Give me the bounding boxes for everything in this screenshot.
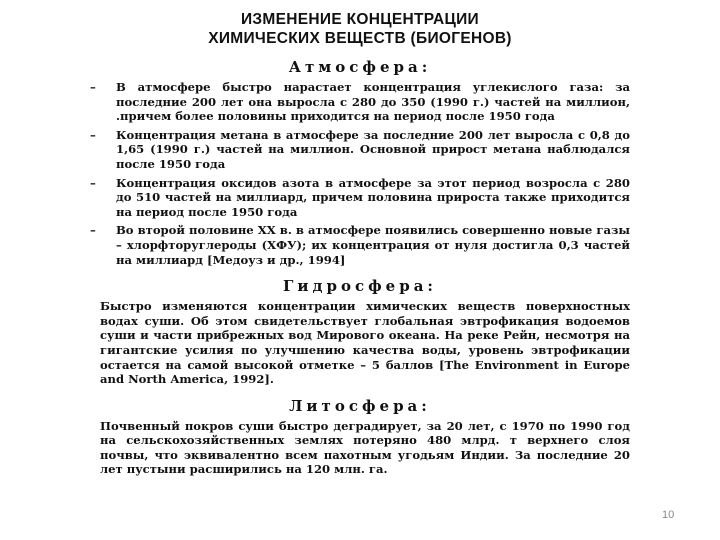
- dash-bullet: –: [90, 223, 96, 238]
- list-item: [90, 128, 630, 172]
- page-title: [90, 10, 630, 48]
- title-line-2: ХИМИЧЕСКИХ ВЕЩЕСТВ (БИОГЕНОВ): [208, 30, 512, 47]
- document-page: [90, 6, 630, 536]
- list-item: [90, 223, 630, 267]
- list-item-text: Концентрация оксидов азота в атмосфере за этот период возросла с 280 до 510 частей на миллиард, причем половина прироста также приходится на период после 1950 года: [116, 175, 630, 219]
- list-item: [90, 176, 630, 220]
- dash-bullet: –: [90, 80, 96, 94]
- dash-bullet: –: [90, 127, 96, 142]
- lithosphere-paragraph: Почвенный покров суши быстро деградирует, за 20 лет, с 1970 по 1990 год на сельскохозяйственных землях потеряно 480 млрд. т верхнего слоя почвы, что эквивалентно всем пахотным угодьям Индии. За последние 20 лет пустыни расширились на 120 млн. га.: [100, 418, 630, 477]
- hydrosphere-heading: Гидросфера:: [283, 277, 437, 296]
- title-line-1: ИЗМЕНЕНИЕ КОНЦЕНТРАЦИИ: [240, 11, 480, 28]
- list-item-text: Концентрация метана в атмосфере за последние 200 лет выросла с 0,8 до 1,65 (1990 г.) частей на миллион. Основной прирост метана наблюдался после 1950 года: [116, 127, 630, 171]
- list-item: [90, 80, 630, 124]
- list-item-text: Во второй половине XX в. в атмосфере появились совершенно новые газы – хлорфторуглероды (ХФУ); их концентрация от нуля достигла 0,3 частей на миллиард [Медоуз и др., 1994]: [116, 223, 630, 267]
- page-number: 10: [662, 509, 675, 521]
- lithosphere-heading: Литосфера:: [289, 396, 431, 415]
- dash-bullet: –: [90, 175, 96, 190]
- list-item-text: В атмосфере быстро нарастает концентрация углекислого газа: за последние 200 лет она выросла с 280 до 350 (1990 г.) частей на миллион, .причем более половины приходится на период после 1950 года: [116, 80, 630, 124]
- atmosphere-heading: Атмосфера:: [288, 58, 432, 76]
- hydrosphere-paragraph: Быстро изменяются концентрации химических веществ поверхностных водах суши. Об этом свидетельствует глобальная эвтрофикация водоемов суши и части прибрежных вод Мирового океана. На реке Рейн, несмотря на гигантские усилия по улучшению качества воды, уровень эвтрофикации остается на самой высокой отметке – 5 баллов [The Environment in Europe and North America, 1992].: [100, 299, 630, 387]
